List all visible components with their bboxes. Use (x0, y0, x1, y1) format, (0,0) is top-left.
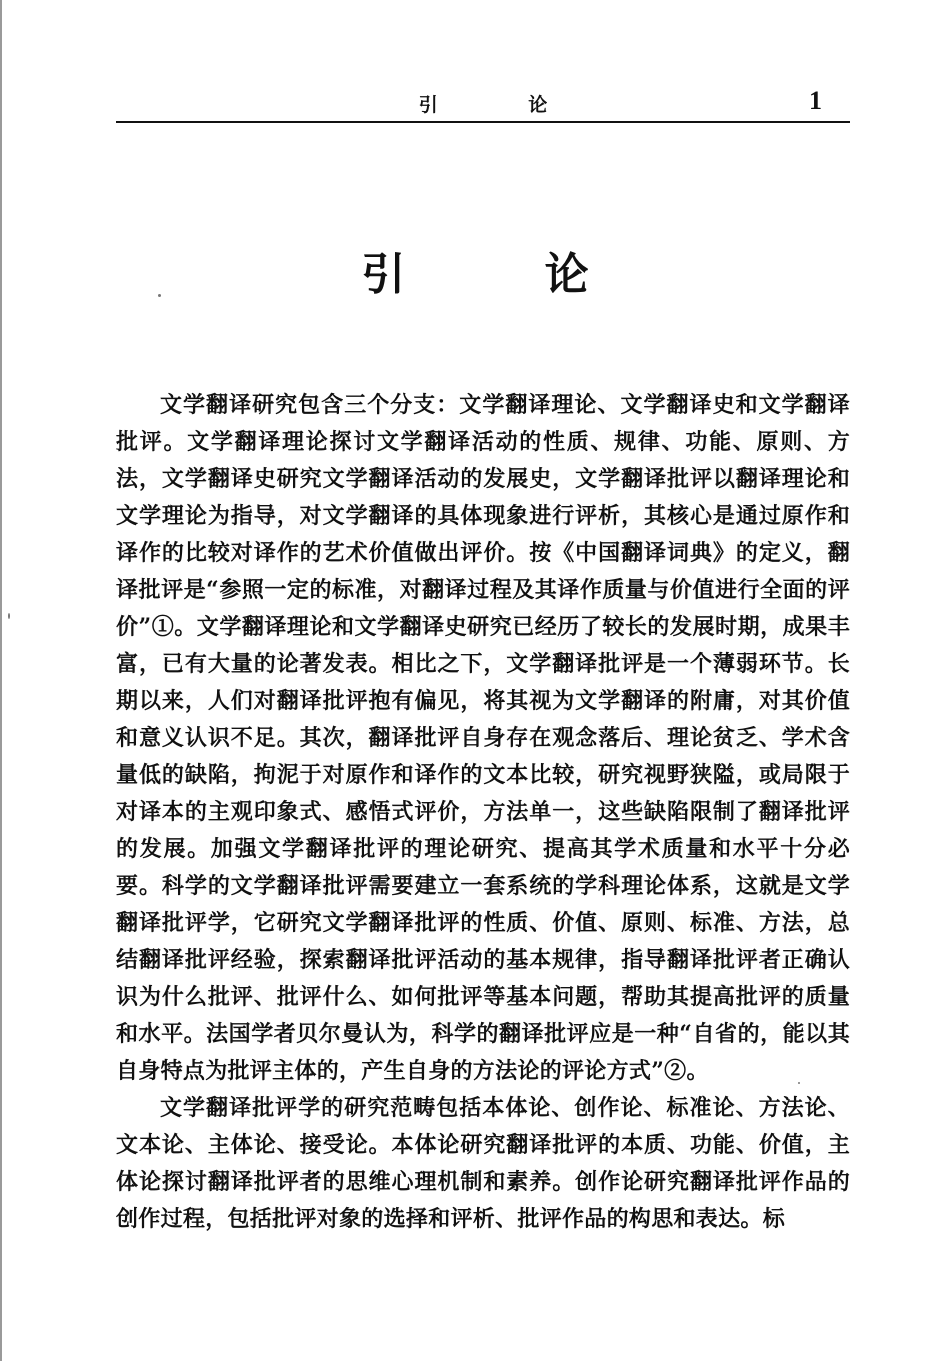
paragraph-1: 文学翻译研究包含三个分支：文学翻译理论、文学翻译史和文学翻译批评。文学翻译理论探讨文学翻译活动的性质、规律、功能、原则、方法，文学翻译史研究文学翻译活动的发展史，文学翻译批评以翻译理论和文学理论为指导，对文学翻译的具体现象进行评析，其核心是通过原作和译作的比较对译作的艺术价值做出评价。按《中国翻译词典》的定义，翻译批评是“参照一定的标准，对翻译过程及其译作质量与价值进行全面的评价”①。文学翻译理论和文学翻译史研究已经历了较长的发展时期，成果丰富，已有大量的论著发表。相比之下，文学翻译批评是一个薄弱环节。长期以来，人们对翻译批评抱有偏见，将其视为文学翻译的附庸，对其价值和意义认识不足。其次，翻译批评自身存在观念落后、理论贫乏、学术含量低的缺陷，拘泥于对原作和译作的文本比较，研究视野狭隘，或局限于对译本的主观印象式、感悟式评价，方法单一，这些缺陷限制了翻译批评的发展。加强文学翻译批评的理论研究、提高其学术质量和水平十分必要。科学的文学翻译批评需要建立一套系统的学科理论体系，这就是文学翻译批评学，它研究文学翻译批评的性质、价值、原则、标准、方法，总结翻译批评经验，探索翻译批评活动的基本规律，指导翻译批评者正确认识为什么批评、批评什么、如何批评等基本问题，帮助其提高批评的质量和水平。法国学者贝尔曼认为，科学的翻译批评应是一种“自省的，能以其自身特点为批评主体的，产生自身的方法论的评论方式”②。 (116, 392, 850, 1084)
header-rule (116, 121, 850, 123)
scan-speck (8, 613, 10, 619)
chapter-title: 引 论 (361, 249, 651, 300)
page-left-edge (0, 0, 2, 1361)
scan-speck (798, 1082, 800, 1084)
paragraph-2: 文学翻译批评学的研究范畴包括本体论、创作论、标准论、方法论、文本论、主体论、接受论。本体论研究翻译批评的本质、功能、价值，主体论探讨翻译批评者的思维心理机制和素养。创作论研究翻译批评作品的创作过程，包括批评对象的选择和评析、批评作品的构思和表达。标 (116, 1095, 850, 1232)
page-number: 1 (809, 86, 822, 115)
scan-speck (158, 294, 161, 297)
running-header (116, 86, 850, 120)
running-title: 引 论 (418, 94, 590, 116)
body-text (116, 387, 850, 1238)
